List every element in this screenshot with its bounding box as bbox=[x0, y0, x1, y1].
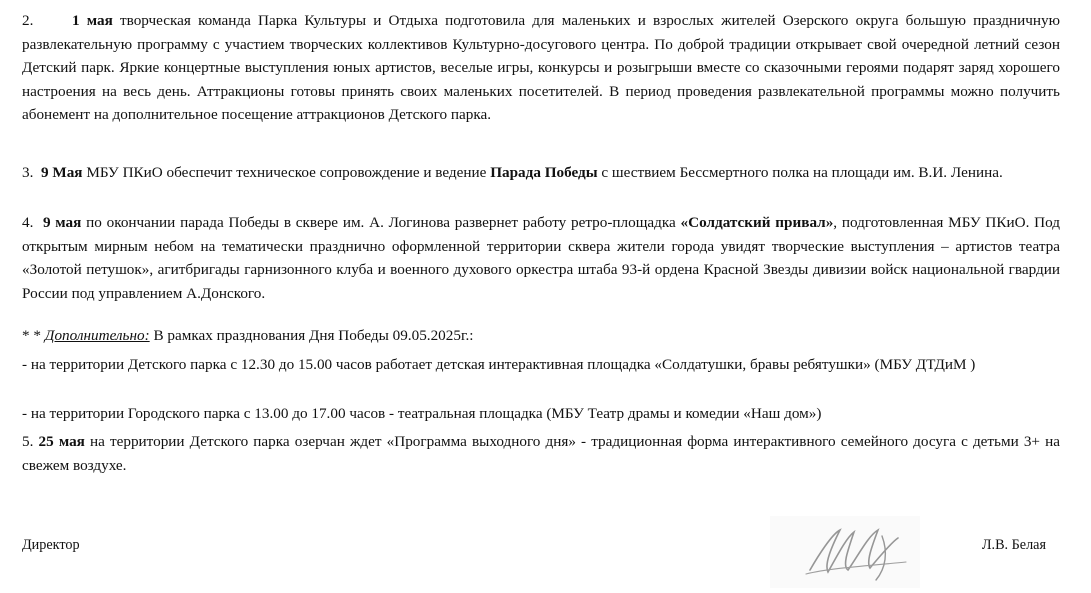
additional-prefix: * * bbox=[22, 327, 45, 344]
additional-heading bbox=[22, 324, 1060, 348]
item-text: по окончании парада Победы в сквере им. А. Логинова развернет работу ретро-площадка bbox=[81, 214, 681, 231]
additional-line-text: - на территории Городского парка с 13.00 до 17.00 часов - театральная площадка (МБУ Театр драмы и комедии «Наш дом») bbox=[22, 405, 822, 422]
additional-line-1 bbox=[22, 353, 1060, 377]
item-number: 4. bbox=[22, 214, 34, 231]
item-4 bbox=[22, 211, 1060, 305]
additional-text: В рамках празднования Дня Победы 09.05.2025г.: bbox=[149, 327, 474, 344]
item-5 bbox=[22, 430, 1060, 477]
item-date: 9 мая bbox=[42, 214, 82, 231]
item-highlight: «Солдатский привал» bbox=[680, 214, 834, 231]
additional-label: Дополнительно: bbox=[44, 327, 150, 344]
signature-icon bbox=[770, 516, 920, 588]
director-title: Директор bbox=[22, 537, 80, 553]
item-text: на территории Детского парка озерчан ждет «Программа выходного дня» - традиционная форма интерактивного семейного досуга с детьми 3+ на свежем воздухе. bbox=[22, 433, 1060, 474]
item-number: 2. bbox=[22, 12, 34, 29]
item-text: МБУ ПКиО обеспечит техническое сопровождение и ведение bbox=[82, 164, 491, 181]
item-number: 3. bbox=[22, 164, 34, 181]
item-date: 25 мая bbox=[38, 433, 85, 450]
item-date: 9 Мая bbox=[40, 164, 83, 181]
item-highlight: Парада Победы bbox=[490, 164, 598, 181]
item-date: 1 мая bbox=[72, 12, 113, 29]
item-text-tail: , подготовленная МБУ ПКиО. Под открытым мирным небом на тематически празднично оформленной территории сквера жители города увидят творческие выступления – артистов театра «Золотой петушок», агитбригады гарнизонного клуба и военного духового оркестра штаба 93-й ордена Красной Звезды дивизии войск национальной гвардии России под управлением А.Донского. bbox=[22, 214, 1061, 302]
director-name: Л.В. Белая bbox=[981, 537, 1046, 553]
item-number: 5. bbox=[22, 433, 34, 450]
item-3 bbox=[22, 161, 1060, 185]
item-text-tail: с шествием Бессмертного полка на площади им. В.И. Ленина. bbox=[597, 164, 1003, 181]
item-2 bbox=[22, 9, 1060, 127]
additional-line-2 bbox=[22, 402, 1060, 426]
item-text: творческая команда Парка Культуры и Отдыха подготовила для маленьких и взрослых жителей Озерского округа большую праздничную развлекательную программу с участием творческих коллективов Культурно-досугового центра. По доброй традиции открывает свой очередной летний сезон Детский парк. Яркие концертные выступления юных артистов, веселые игры, конкурсы и розыгрыши вместе со сказочными героями подарят заряд хорошего настроения на весь день. Аттракционы готовы принять своих маленьких посетителей. В период проведения развлекательной программы можно получить абонемент на дополнительное посещение аттракционов Детского парка. bbox=[22, 12, 1060, 124]
additional-line-text: - на территории Детского парка с 12.30 до 15.00 часов работает детская интерактивная площадка «Солдатушки, бравы ребятушки» (МБУ ДТДиМ ) bbox=[22, 356, 976, 373]
